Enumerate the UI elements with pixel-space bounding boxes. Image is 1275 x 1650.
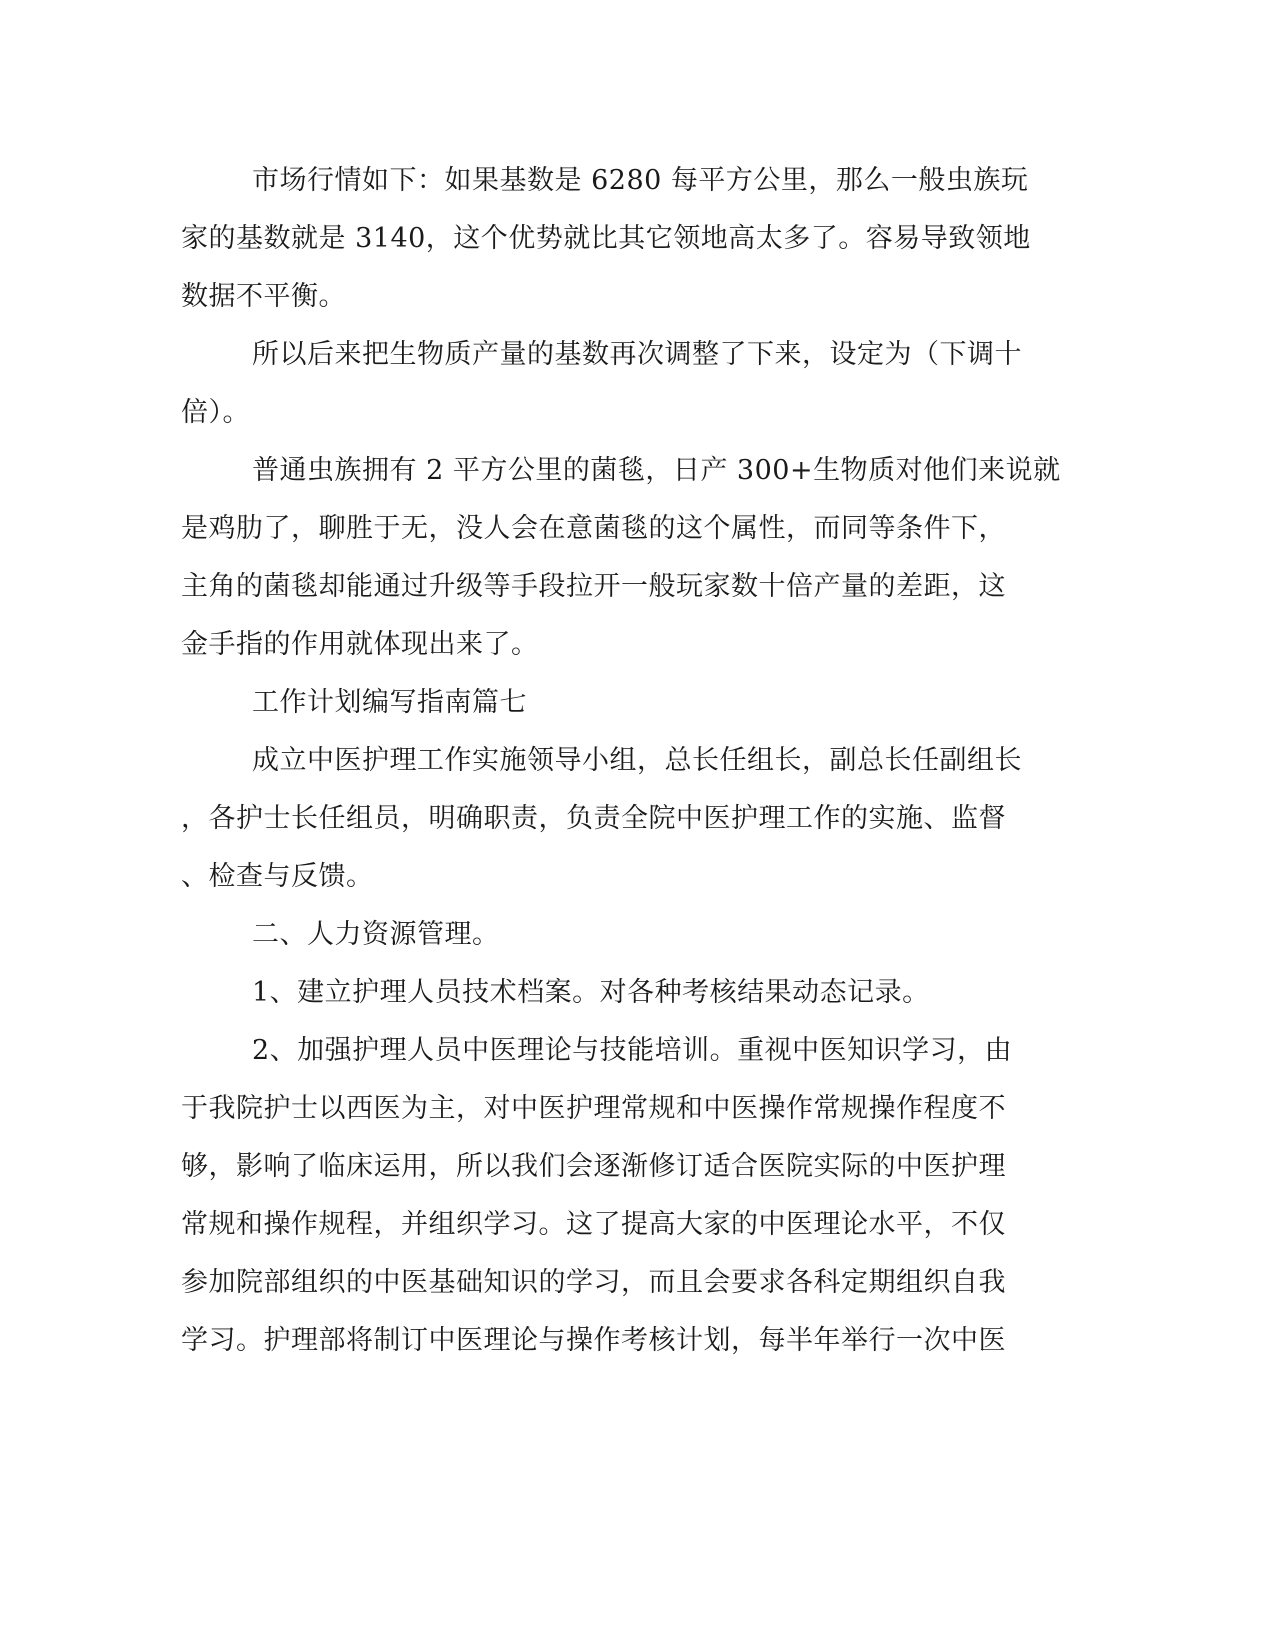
text-line: 家的基数就是 3140，这个优势就比其它领地高太多了。容易导致领地: [181, 223, 1031, 254]
text-line: 金手指的作用就体现出来了。: [181, 629, 539, 660]
text-line: 成立中医护理工作实施领导小组，总长任组长，副总长任副组长: [252, 745, 1022, 776]
text-line: ，各护士长任组员，明确职责，负责全院中医护理工作的实施、监督: [181, 803, 1006, 834]
text-line: 2、加强护理人员中医理论与技能培训。重视中医知识学习，由: [252, 1035, 1013, 1066]
section-heading: 工作计划编写指南篇七: [252, 687, 527, 718]
text-line: 参加院部组织的中医基础知识的学习，而且会要求各科定期组织自我: [181, 1267, 1006, 1298]
text-line: 普通虫族拥有 2 平方公里的菌毯，日产 300+生物质对他们来说就: [252, 455, 1061, 486]
text-line: 、检查与反馈。: [181, 861, 374, 892]
text-line: 学习。护理部将制订中医理论与操作考核计划，每半年举行一次中医: [181, 1325, 1006, 1356]
text-line: 常规和操作规程，并组织学习。这了提高大家的中医理论水平，不仅: [181, 1209, 1006, 1240]
text-line: 市场行情如下：如果基数是 6280 每平方公里，那么一般虫族玩: [252, 165, 1029, 196]
text-line: 于我院护士以西医为主，对中医护理常规和中医操作常规操作程度不: [181, 1093, 1006, 1124]
text-line: 够，影响了临床运用，所以我们会逐渐修订适合医院实际的中医护理: [181, 1151, 1006, 1182]
text-line: 倍）。: [181, 397, 250, 428]
text-line: 二、人力资源管理。: [252, 919, 500, 950]
text-line: 是鸡肋了，聊胜于无，没人会在意菌毯的这个属性，而同等条件下，: [181, 513, 1006, 544]
text-line: 所以后来把生物质产量的基数再次调整了下来，设定为（下调十: [252, 339, 1022, 370]
text-line: 主角的菌毯却能通过升级等手段拉开一般玩家数十倍产量的差距，这: [181, 571, 1006, 602]
text-line: 1、建立护理人员技术档案。对各种考核结果动态记录。: [252, 977, 930, 1008]
text-line: 数据不平衡。: [181, 281, 346, 312]
